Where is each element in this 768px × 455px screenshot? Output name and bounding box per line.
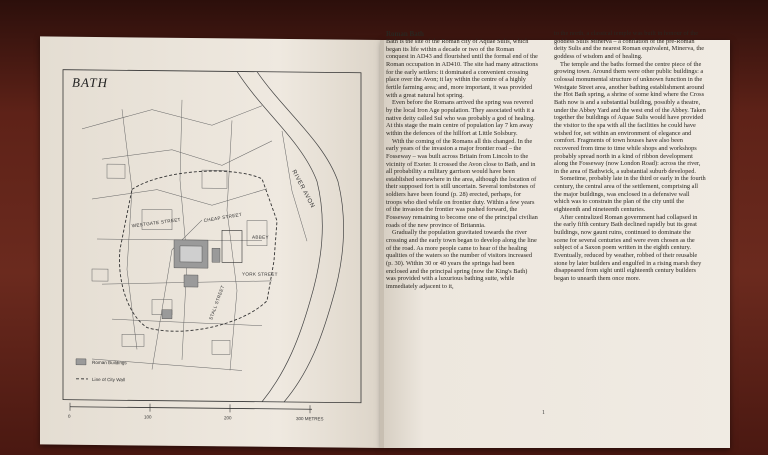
article-heading: Roman Bath <box>386 30 424 38</box>
abbey-outline <box>222 230 242 262</box>
scale-tick-100: 100 <box>144 414 152 420</box>
scale-tick-300: 300 METRES <box>296 416 324 422</box>
cheap-street-label: CHEAP STREET <box>203 211 243 224</box>
scale-tick-200: 200 <box>224 415 232 421</box>
article-column-1 <box>386 30 538 291</box>
map-figure <box>62 69 362 432</box>
scale-tick-0: 0 <box>68 413 71 419</box>
legend-roman-swatch <box>76 359 86 365</box>
paragraph: The temple and the baths formed the centre piece of the growing town. Around them were other public buildings: a colossal monumental structure of unknown function in the Westgate Street area, another bathing establishment around the Hot Bath spring, a shrine of some kind where the Cross Bath now is and a substantial building, possibly a theatre, under the Abbey Yard and the west end of the Abbey. Taken together the buildings of Aquae Sulis would have provided the visitor to the spa with all the facilities he could have wished for, set within an environment of elegance and comfort. Fragments of town houses have also been recovered from time to time while shops and workshops probably spread north in a kind of ribbon development along the Fosseway (now London Road): across the river, in the area of Bathwick, a substantial suburb developed. <box>554 60 706 175</box>
street-grid <box>82 99 307 371</box>
paragraph: Even before the Romans arrived the spring was revered by the local Iron Age population. They associated with it a native deity called Sul who was probably a god of healing. At this stage the main centre of population lay 7 km away within the defences of the hillfort at Little Solsbury. <box>386 99 535 137</box>
stall-street-label: STALL STREET <box>208 284 226 321</box>
page-number: 1 <box>542 410 545 416</box>
legend-city-wall: Line of City Wall <box>92 376 126 383</box>
roman-buildings <box>162 240 220 320</box>
bath-city-map <box>62 69 362 432</box>
abbey-label: ABBEY <box>252 234 269 240</box>
paragraph: With the coming of the Romans all this changed. In the early years of the invasion a major frontier road – the Fosseway – was built across Britain from Lincoln to the vicinity of Exeter. It crossed the Avon close to Bath, and in all probability a military garrison would have been established somewhere in the area, although the location of their supposed fort is still uncertain. Several tombstones of soldiers have been found (p. 28) erected, perhaps, for troops who died while on frontier duty. Within a few years of the invasion the frontier was pushed forward, the Fosseway remaining to become one of the principal civilian roads of the new province of Britannia. <box>386 137 538 229</box>
booklet-spine <box>380 40 384 448</box>
york-street-label: YORK STREET <box>242 271 278 277</box>
paragraph: to the north, a classical temple was built in honour of the goddess Sulis Minerva – a conflation of the pre-Roman deity Sulis and the nearest Roman equivalent, Minerva, the goddess of wisdom and of healing. <box>554 30 705 60</box>
left-page <box>40 36 382 448</box>
paragraph: Bath is the site of the Roman city of Aquae Sulis, which began its life within a decade or two of the Roman conquest in AD43 and flourished until the formal end of the Roman occupation in AD410. The site had many attractions for the early settlers: it dominated a convenient crossing place over the Avon; it lay within the centre of a highly fertile farming area; and, more important, it was provided with a great natural hot spring. <box>386 38 538 99</box>
paragraph: After centralized Roman government had collapsed in the early fifth century Bath declined rapidly but its great buildings, now gaunt ruins, continued to dominate the scene for several centuries and were even chosen as the subject of a Saxon poem written in the eighth century. Eventually, reduced by weather, robbed of their reusable stone by later builders and engulfed in a rising marsh they disappeared from sight until eighteenth century builders began to unearth them once more. <box>554 213 702 282</box>
paragraph: Sometime, probably late in the third or early in the fourth century, the central area of the settlement, comprising all the major buildings, was enclosed in a defensive wall which was to constrain the plan of the city until the eighteenth and nineteenth centuries. <box>554 175 706 214</box>
river-avon-label: RIVER AVON <box>290 169 316 210</box>
legend-roman-buildings: Roman Buildings <box>92 359 127 366</box>
westgate-street-label: WESTGATE STREET <box>131 217 182 229</box>
scale-bar <box>68 403 324 422</box>
paragraph: Gradually the population gravitated towards the river crossing and the early town began to develop along the line of the road. As more people came to hear of the healing qualities of the waters so the number of visitors increased (p. 30). Within 30 or 40 years the springs had been enclosed and the principal spring (now the King's Bath) was provided with a luxurious bathing suite, while immediately adjacent to it, <box>386 229 537 290</box>
map-title: BATH <box>72 74 109 91</box>
article-column-2 <box>554 30 706 283</box>
